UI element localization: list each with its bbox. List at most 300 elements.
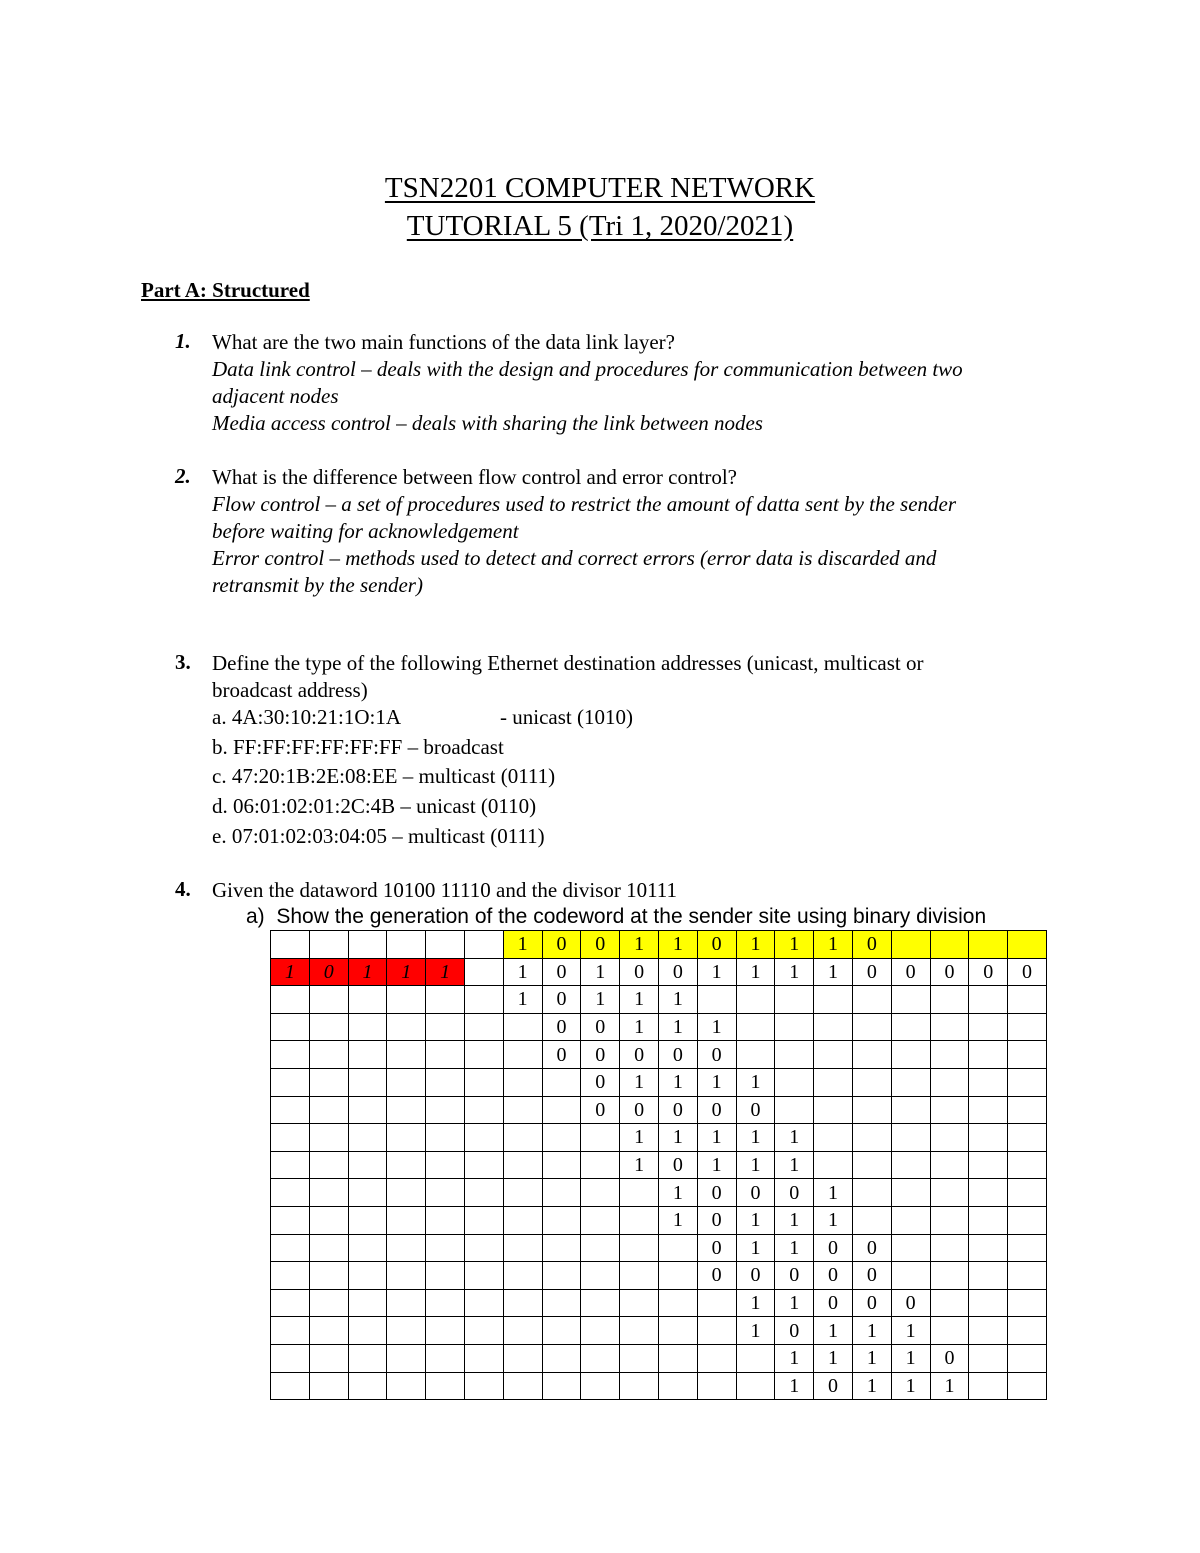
table-cell: 1 bbox=[891, 1317, 930, 1345]
table-cell bbox=[348, 1344, 387, 1372]
table-cell bbox=[581, 1179, 620, 1207]
table-cell bbox=[309, 986, 348, 1014]
table-cell bbox=[309, 1262, 348, 1290]
table-cell: 1 bbox=[348, 958, 387, 986]
table-cell bbox=[348, 1068, 387, 1096]
table-cell bbox=[930, 1124, 969, 1152]
table-cell bbox=[348, 1234, 387, 1262]
table-row bbox=[271, 1262, 1047, 1290]
question-4-sub-a: a) Show the generation of the codeword at the sender site using binary division bbox=[246, 905, 987, 928]
table-cell bbox=[271, 1206, 310, 1234]
table-cell bbox=[309, 1317, 348, 1345]
table-cell bbox=[464, 1096, 503, 1124]
table-cell bbox=[930, 1068, 969, 1096]
table-cell: 0 bbox=[891, 1289, 930, 1317]
table-cell bbox=[387, 1317, 426, 1345]
table-cell bbox=[620, 1344, 659, 1372]
table-cell bbox=[620, 1289, 659, 1317]
table-cell bbox=[503, 1344, 542, 1372]
table-cell bbox=[387, 1096, 426, 1124]
table-cell bbox=[309, 1344, 348, 1372]
table-cell bbox=[581, 1206, 620, 1234]
table-cell bbox=[503, 1234, 542, 1262]
table-cell: 1 bbox=[697, 1151, 736, 1179]
table-cell bbox=[426, 1041, 465, 1069]
table-cell bbox=[271, 1317, 310, 1345]
table-cell: 1 bbox=[736, 1124, 775, 1152]
table-cell bbox=[775, 986, 814, 1014]
table-cell: 0 bbox=[814, 1234, 853, 1262]
table-row bbox=[271, 1124, 1047, 1152]
table-cell bbox=[387, 1013, 426, 1041]
table-cell: 1 bbox=[775, 1344, 814, 1372]
table-cell: 0 bbox=[775, 1317, 814, 1345]
table-cell bbox=[309, 1013, 348, 1041]
table-cell bbox=[969, 1151, 1008, 1179]
table-cell bbox=[271, 1068, 310, 1096]
table-cell bbox=[891, 1151, 930, 1179]
table-cell bbox=[969, 1262, 1008, 1290]
table-cell bbox=[503, 1068, 542, 1096]
table-cell bbox=[658, 1289, 697, 1317]
table-cell bbox=[348, 1041, 387, 1069]
table-cell bbox=[387, 1124, 426, 1152]
table-cell: 1 bbox=[620, 1151, 659, 1179]
table-cell bbox=[1008, 1262, 1047, 1290]
table-cell bbox=[387, 1206, 426, 1234]
table-cell: 1 bbox=[697, 1013, 736, 1041]
table-cell: 0 bbox=[852, 1234, 891, 1262]
table-cell: 0 bbox=[620, 958, 659, 986]
table-cell bbox=[503, 1124, 542, 1152]
table-cell bbox=[426, 1289, 465, 1317]
table-cell: 1 bbox=[581, 958, 620, 986]
table-cell: 1 bbox=[775, 1234, 814, 1262]
table-cell bbox=[309, 1096, 348, 1124]
table-cell bbox=[387, 1344, 426, 1372]
table-cell bbox=[503, 1262, 542, 1290]
table-cell: 1 bbox=[814, 1179, 853, 1207]
table-cell: 0 bbox=[736, 1179, 775, 1207]
question-number: 1. bbox=[175, 329, 191, 353]
table-cell bbox=[271, 1372, 310, 1400]
table-cell bbox=[387, 1179, 426, 1207]
table-cell bbox=[426, 931, 465, 959]
table-cell: 0 bbox=[620, 1096, 659, 1124]
table-cell bbox=[1008, 1068, 1047, 1096]
question-number: 4. bbox=[175, 877, 191, 901]
table-cell: 1 bbox=[814, 1317, 853, 1345]
table-cell bbox=[969, 1372, 1008, 1400]
table-cell bbox=[852, 1096, 891, 1124]
table-cell: 0 bbox=[775, 1179, 814, 1207]
table-cell: 0 bbox=[852, 1289, 891, 1317]
answer-line: Data link control – deals with the design and procedures for communication between two bbox=[212, 357, 963, 381]
table-cell bbox=[426, 1013, 465, 1041]
table-cell bbox=[309, 1151, 348, 1179]
table-cell bbox=[930, 931, 969, 959]
answer-line: retransmit by the sender) bbox=[212, 573, 423, 597]
table-cell bbox=[464, 1289, 503, 1317]
table-cell: 1 bbox=[503, 986, 542, 1014]
table-cell: 1 bbox=[620, 1013, 659, 1041]
table-cell bbox=[852, 986, 891, 1014]
question-text: What is the difference between flow control and error control? bbox=[212, 465, 737, 489]
table-cell: 1 bbox=[658, 1013, 697, 1041]
table-cell bbox=[348, 1206, 387, 1234]
table-cell bbox=[581, 1317, 620, 1345]
table-cell bbox=[542, 1068, 581, 1096]
table-cell bbox=[852, 1013, 891, 1041]
table-cell: 1 bbox=[620, 986, 659, 1014]
table-cell: 0 bbox=[697, 1234, 736, 1262]
table-cell bbox=[814, 1124, 853, 1152]
table-cell bbox=[503, 1096, 542, 1124]
table-cell bbox=[852, 1068, 891, 1096]
table-cell bbox=[736, 1041, 775, 1069]
table-cell bbox=[1008, 1013, 1047, 1041]
table-cell bbox=[271, 1289, 310, 1317]
table-cell: 1 bbox=[620, 931, 659, 959]
table-cell bbox=[503, 1317, 542, 1345]
table-cell bbox=[891, 986, 930, 1014]
table-cell: 1 bbox=[736, 1234, 775, 1262]
table-cell bbox=[542, 1372, 581, 1400]
table-cell: 0 bbox=[697, 1262, 736, 1290]
table-cell bbox=[426, 1344, 465, 1372]
table-cell bbox=[930, 1179, 969, 1207]
table-cell bbox=[348, 1124, 387, 1152]
table-cell bbox=[426, 1151, 465, 1179]
table-cell: 1 bbox=[736, 931, 775, 959]
table-cell: 0 bbox=[697, 1041, 736, 1069]
table-cell: 1 bbox=[736, 1151, 775, 1179]
table-cell bbox=[620, 1206, 659, 1234]
table-cell: 0 bbox=[620, 1041, 659, 1069]
table-cell bbox=[464, 1206, 503, 1234]
table-cell bbox=[387, 1372, 426, 1400]
table-cell bbox=[387, 1234, 426, 1262]
table-cell bbox=[464, 1151, 503, 1179]
table-row bbox=[271, 1013, 1047, 1041]
table-cell: 1 bbox=[736, 1317, 775, 1345]
table-cell bbox=[930, 1289, 969, 1317]
table-cell bbox=[464, 1372, 503, 1400]
table-cell bbox=[348, 1262, 387, 1290]
table-cell bbox=[969, 931, 1008, 959]
table-cell: 0 bbox=[542, 958, 581, 986]
table-cell bbox=[969, 1096, 1008, 1124]
question-text: Given the dataword 10100 11110 and the divisor 10111 bbox=[212, 878, 678, 902]
table-cell bbox=[464, 931, 503, 959]
table-cell bbox=[464, 1234, 503, 1262]
table-cell: 0 bbox=[1008, 958, 1047, 986]
table-cell bbox=[1008, 1041, 1047, 1069]
table-cell bbox=[736, 986, 775, 1014]
table-cell bbox=[891, 1068, 930, 1096]
table-cell bbox=[387, 986, 426, 1014]
table-cell bbox=[814, 1041, 853, 1069]
table-cell bbox=[1008, 1151, 1047, 1179]
table-cell bbox=[464, 1013, 503, 1041]
table-cell: 1 bbox=[620, 1124, 659, 1152]
table-cell bbox=[969, 1317, 1008, 1345]
table-cell: 0 bbox=[736, 1096, 775, 1124]
table-cell bbox=[1008, 1344, 1047, 1372]
address-item-c: c. 47:20:1B:2E:08:EE – multicast (0111) bbox=[212, 764, 556, 788]
table-cell bbox=[814, 1013, 853, 1041]
question-number: 3. bbox=[175, 650, 191, 674]
table-cell bbox=[891, 1262, 930, 1290]
table-row bbox=[271, 1289, 1047, 1317]
table-cell: 1 bbox=[891, 1372, 930, 1400]
table-cell bbox=[581, 1344, 620, 1372]
table-cell bbox=[542, 1124, 581, 1152]
table-cell: 1 bbox=[658, 1068, 697, 1096]
table-cell: 1 bbox=[503, 931, 542, 959]
table-cell bbox=[736, 1344, 775, 1372]
table-cell: 0 bbox=[581, 1041, 620, 1069]
table-cell bbox=[426, 986, 465, 1014]
table-cell: 0 bbox=[542, 986, 581, 1014]
table-cell bbox=[503, 1206, 542, 1234]
table-cell bbox=[697, 1372, 736, 1400]
table-cell bbox=[1008, 1124, 1047, 1152]
table-cell: 1 bbox=[387, 958, 426, 986]
table-cell bbox=[309, 1124, 348, 1152]
table-cell: 0 bbox=[658, 1151, 697, 1179]
table-cell: 0 bbox=[930, 1344, 969, 1372]
table-cell bbox=[775, 1041, 814, 1069]
table-cell bbox=[426, 1234, 465, 1262]
table-cell bbox=[426, 1262, 465, 1290]
answer-line: Error control – methods used to detect and correct errors (error data is discarded and bbox=[212, 546, 937, 570]
table-cell: 1 bbox=[852, 1372, 891, 1400]
table-row bbox=[271, 1179, 1047, 1207]
table-row bbox=[271, 1317, 1047, 1345]
table-cell bbox=[969, 1206, 1008, 1234]
table-cell bbox=[1008, 1179, 1047, 1207]
table-cell bbox=[309, 1179, 348, 1207]
table-row bbox=[271, 931, 1047, 959]
table-cell: 1 bbox=[775, 931, 814, 959]
table-cell bbox=[620, 1372, 659, 1400]
question-text: broadcast address) bbox=[212, 678, 368, 702]
table-cell bbox=[271, 1124, 310, 1152]
table-cell: 0 bbox=[852, 931, 891, 959]
table-cell: 0 bbox=[930, 958, 969, 986]
table-cell: 1 bbox=[658, 986, 697, 1014]
table-cell bbox=[542, 1317, 581, 1345]
table-cell: 1 bbox=[620, 1068, 659, 1096]
table-cell bbox=[891, 931, 930, 959]
table-cell bbox=[426, 1372, 465, 1400]
table-cell bbox=[426, 1124, 465, 1152]
table-cell bbox=[969, 1344, 1008, 1372]
table-cell bbox=[542, 1289, 581, 1317]
table-row bbox=[271, 1068, 1047, 1096]
table-cell bbox=[620, 1234, 659, 1262]
table-cell bbox=[581, 1289, 620, 1317]
table-cell bbox=[658, 1317, 697, 1345]
table-cell bbox=[930, 1041, 969, 1069]
table-cell bbox=[271, 1344, 310, 1372]
table-cell bbox=[271, 1041, 310, 1069]
table-cell bbox=[464, 1344, 503, 1372]
table-cell: 1 bbox=[736, 958, 775, 986]
table-cell bbox=[309, 1372, 348, 1400]
table-cell: 0 bbox=[658, 958, 697, 986]
table-cell bbox=[969, 1289, 1008, 1317]
table-cell bbox=[309, 1289, 348, 1317]
table-cell bbox=[309, 1041, 348, 1069]
table-cell bbox=[271, 931, 310, 959]
table-cell bbox=[503, 1289, 542, 1317]
table-cell bbox=[891, 1234, 930, 1262]
table-cell: 1 bbox=[775, 1151, 814, 1179]
table-cell: 1 bbox=[775, 1289, 814, 1317]
table-cell bbox=[542, 1262, 581, 1290]
table-cell: 0 bbox=[542, 1041, 581, 1069]
table-cell: 0 bbox=[697, 1179, 736, 1207]
table-cell bbox=[658, 1372, 697, 1400]
table-row bbox=[271, 1344, 1047, 1372]
table-row bbox=[271, 1372, 1047, 1400]
table-cell: 1 bbox=[658, 1179, 697, 1207]
table-cell bbox=[930, 1096, 969, 1124]
table-cell bbox=[658, 1344, 697, 1372]
table-cell: 0 bbox=[581, 1096, 620, 1124]
table-cell bbox=[309, 931, 348, 959]
table-cell: 1 bbox=[581, 986, 620, 1014]
table-cell bbox=[930, 1151, 969, 1179]
table-cell: 0 bbox=[581, 1013, 620, 1041]
table-cell bbox=[969, 1041, 1008, 1069]
table-cell: 0 bbox=[697, 1206, 736, 1234]
table-cell: 1 bbox=[891, 1344, 930, 1372]
table-cell bbox=[891, 1179, 930, 1207]
table-cell: 1 bbox=[697, 1124, 736, 1152]
table-cell bbox=[387, 1262, 426, 1290]
table-cell bbox=[348, 1289, 387, 1317]
table-cell bbox=[503, 1179, 542, 1207]
table-cell bbox=[271, 1262, 310, 1290]
table-cell bbox=[969, 1124, 1008, 1152]
table-cell: 1 bbox=[775, 1372, 814, 1400]
table-cell: 0 bbox=[775, 1262, 814, 1290]
table-cell bbox=[271, 986, 310, 1014]
table-row bbox=[271, 986, 1047, 1014]
question-number: 2. bbox=[175, 464, 191, 488]
table-cell: 1 bbox=[775, 1124, 814, 1152]
table-cell bbox=[348, 1372, 387, 1400]
table-row bbox=[271, 1151, 1047, 1179]
table-cell bbox=[503, 1151, 542, 1179]
table-cell bbox=[503, 1372, 542, 1400]
table-cell bbox=[1008, 1289, 1047, 1317]
table-cell bbox=[891, 1041, 930, 1069]
table-cell bbox=[271, 1151, 310, 1179]
table-cell: 1 bbox=[697, 958, 736, 986]
table-cell bbox=[852, 1041, 891, 1069]
table-cell: 1 bbox=[736, 1206, 775, 1234]
address-item-a-answer: - unicast (1010) bbox=[500, 705, 633, 729]
table-cell bbox=[891, 1096, 930, 1124]
table-cell bbox=[852, 1206, 891, 1234]
table-cell bbox=[387, 1068, 426, 1096]
document-title-line-2: TUTORIAL 5 (Tri 1, 2020/2021) bbox=[406, 210, 794, 242]
table-cell: 0 bbox=[542, 931, 581, 959]
table-cell bbox=[930, 1013, 969, 1041]
table-cell: 1 bbox=[775, 1206, 814, 1234]
part-a-heading: Part A: Structured bbox=[141, 278, 310, 302]
table-cell: 0 bbox=[581, 931, 620, 959]
address-item-d: d. 06:01:02:01:2C:4B – unicast (0110) bbox=[212, 794, 537, 818]
table-cell bbox=[503, 1013, 542, 1041]
table-cell: 0 bbox=[697, 1096, 736, 1124]
table-cell: 0 bbox=[852, 1262, 891, 1290]
table-cell: 1 bbox=[814, 1206, 853, 1234]
question-text: What are the two main functions of the data link layer? bbox=[212, 330, 675, 354]
table-cell bbox=[464, 1317, 503, 1345]
table-cell bbox=[309, 1068, 348, 1096]
table-cell: 0 bbox=[736, 1262, 775, 1290]
table-cell bbox=[426, 1206, 465, 1234]
table-cell bbox=[1008, 1206, 1047, 1234]
table-cell bbox=[387, 1041, 426, 1069]
table-cell: 0 bbox=[969, 958, 1008, 986]
table-cell bbox=[930, 1317, 969, 1345]
table-cell bbox=[1008, 931, 1047, 959]
table-cell: 1 bbox=[658, 1206, 697, 1234]
answer-line: before waiting for acknowledgement bbox=[212, 519, 519, 543]
address-item-a: a. 4A:30:10:21:1O:1A bbox=[212, 705, 401, 729]
table-cell bbox=[620, 1262, 659, 1290]
table-cell bbox=[620, 1179, 659, 1207]
address-item-e: e. 07:01:02:03:04:05 – multicast (0111) bbox=[212, 824, 545, 848]
table-cell bbox=[464, 1068, 503, 1096]
table-cell bbox=[969, 1179, 1008, 1207]
table-cell bbox=[426, 1179, 465, 1207]
table-row bbox=[271, 1206, 1047, 1234]
table-cell: 1 bbox=[736, 1068, 775, 1096]
table-cell bbox=[969, 1068, 1008, 1096]
table-cell bbox=[930, 986, 969, 1014]
table-cell bbox=[271, 1013, 310, 1041]
table-cell: 1 bbox=[426, 958, 465, 986]
table-cell bbox=[891, 1013, 930, 1041]
table-cell bbox=[348, 1151, 387, 1179]
table-cell bbox=[852, 1124, 891, 1152]
table-cell bbox=[503, 1041, 542, 1069]
table-cell bbox=[969, 1013, 1008, 1041]
table-cell bbox=[542, 1206, 581, 1234]
table-cell bbox=[348, 1179, 387, 1207]
table-cell: 1 bbox=[852, 1317, 891, 1345]
table-cell: 0 bbox=[814, 1372, 853, 1400]
table-cell bbox=[658, 1234, 697, 1262]
table-cell: 0 bbox=[581, 1068, 620, 1096]
table-cell bbox=[930, 1206, 969, 1234]
table-cell bbox=[736, 1372, 775, 1400]
table-cell bbox=[271, 1234, 310, 1262]
table-cell bbox=[775, 1096, 814, 1124]
table-cell bbox=[814, 1068, 853, 1096]
table-cell: 1 bbox=[697, 1068, 736, 1096]
table-cell bbox=[348, 931, 387, 959]
table-cell: 0 bbox=[658, 1096, 697, 1124]
table-cell: 0 bbox=[697, 931, 736, 959]
